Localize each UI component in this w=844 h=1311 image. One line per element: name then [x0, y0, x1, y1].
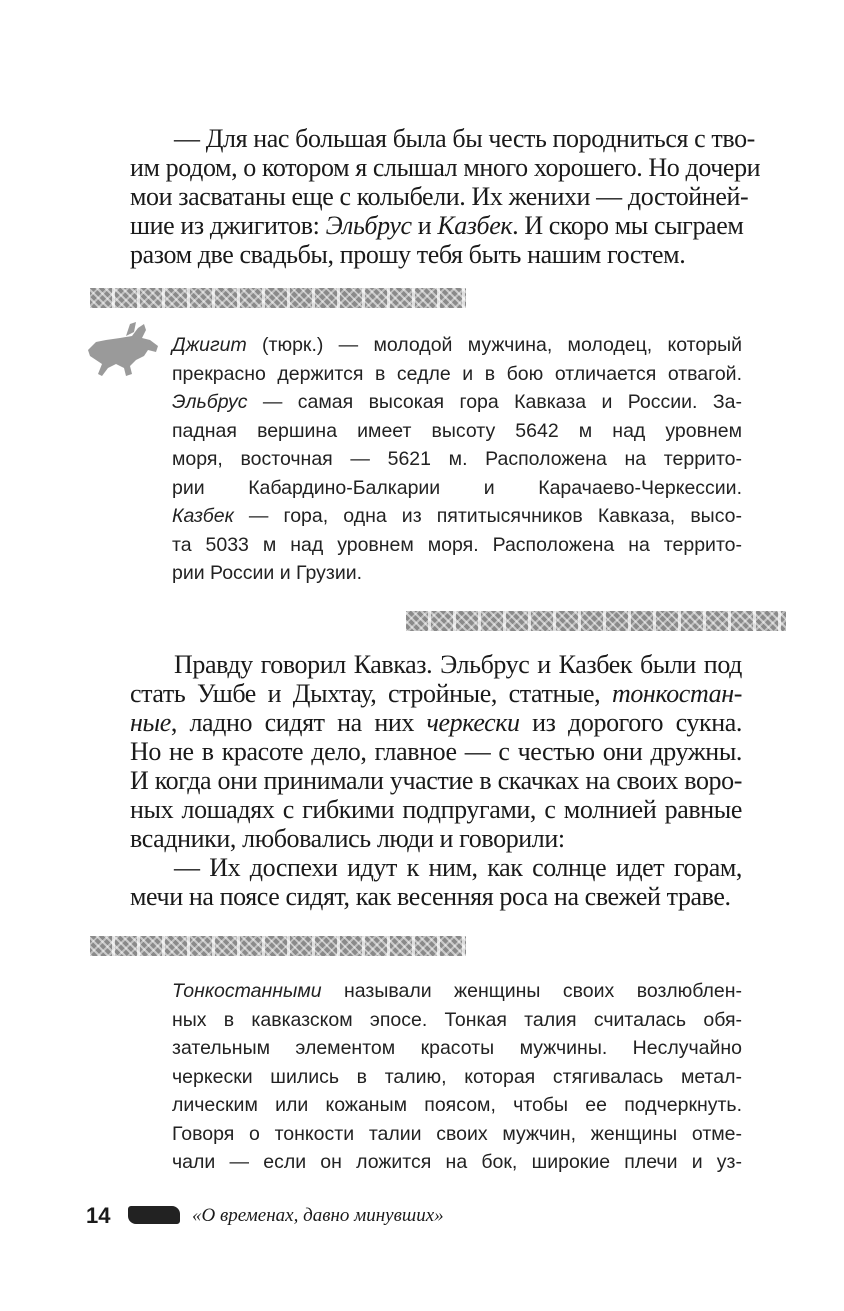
paragraph2-line: Но не в красоте дело, главное — с честью они дружны.: [130, 737, 742, 766]
running-title: «О временах, давно минувших»: [192, 1205, 444, 1226]
paragraph1-line: разом две свадьбы, прошу тебя быть нашим гостем.: [130, 240, 686, 269]
paragraph1-line: им родом, о котором я слышал много хорошего. Но дочери: [130, 153, 761, 182]
paragraph1-line: мои засватаны еще с колыбели. Их женихи — достойней-: [130, 182, 749, 211]
paragraph2-line: ных лошадях с гибкими подпругами, с молнией равные: [130, 795, 742, 824]
note1-line: Джигит (тюрк.) — молодой мужчина, молодец, который: [172, 334, 742, 356]
paragraph-dialogue: [130, 124, 761, 269]
footnote-dzhigit-elbrus-kazbek: [172, 331, 742, 588]
note1-line: Казбек — гора, одна из пятитысячников Кавказа, высо-: [172, 505, 742, 527]
note1-line: падная вершина имеет высоту 5642 м над уровнем: [172, 419, 742, 442]
horse-rider-icon: [86, 320, 168, 378]
note2-line: черкески шились в талию, которая стягивалась метал-: [172, 1065, 742, 1088]
note2-line: зательным элементом красоты мужчины. Неслучайно: [172, 1037, 742, 1059]
note1-line: та 5033 м над уровнем моря. Расположена на террито-: [172, 533, 742, 556]
note1-line: моря, восточная — 5621 м. Расположена на террито-: [172, 448, 742, 470]
paragraph1-line: — Для нас большая была бы честь породниться с тво-: [174, 124, 755, 153]
note2-line: лическим или кожаным поясом, чтобы ее подчеркнуть.: [172, 1094, 742, 1116]
note1-line: рии Кабардино-Балкарии и Карачаево-Черкессии.: [172, 476, 742, 499]
ornament-band-top-2: [90, 936, 466, 956]
paragraph2-line: ные, ладно сидят на них черкески из дорогого сукна.: [130, 708, 743, 737]
note2-line: Тонкостанными называли женщины своих возлюблен-: [172, 980, 742, 1002]
paragraph2-line: — Их доспехи идут к ним, как солнце идет горам,: [174, 853, 742, 882]
note1-line: прекрасно держится в седле и в бою отличается отвагой.: [172, 362, 742, 385]
note1-line: Эльбрус — самая высокая гора Кавказа и России. За-: [172, 391, 742, 413]
note2-line: Говоря о тонкости талии своих мужчин, женщины отме-: [172, 1122, 742, 1145]
paragraph-narrative: [130, 650, 742, 911]
note2-line: ных в кавказском эпосе. Тонкая талия считалась обя-: [172, 1008, 742, 1031]
paragraph2-line: мечи на поясе сидят, как весенняя роса на свежей траве.: [130, 882, 731, 911]
ornament-band-bottom-1: [406, 611, 786, 631]
logo-mark-icon: [128, 1206, 180, 1224]
paragraph2-line: всадники, любовались люди и говорили:: [130, 824, 565, 853]
ornament-band-top-1: [90, 288, 466, 308]
page-number: 14: [86, 1203, 111, 1228]
note1-line: рии России и Грузии.: [172, 562, 363, 584]
paragraph1-line: шие из джигитов: Эльбрус и Казбек. И скоро мы сыграем: [130, 211, 744, 240]
footnote-tonkostannye: [172, 977, 742, 1177]
note2-line: чали — если он ложится на бок, широкие плечи и уз-: [172, 1151, 742, 1173]
paragraph2-line: И когда они принимали участие в скачках на своих воро-: [130, 766, 742, 795]
paragraph2-line: стать Ушбе и Дыхтау, стройные, статные, тонкостан-: [130, 679, 742, 708]
paragraph2-line: Правду говорил Кавказ. Эльбрус и Казбек были под: [174, 650, 742, 679]
